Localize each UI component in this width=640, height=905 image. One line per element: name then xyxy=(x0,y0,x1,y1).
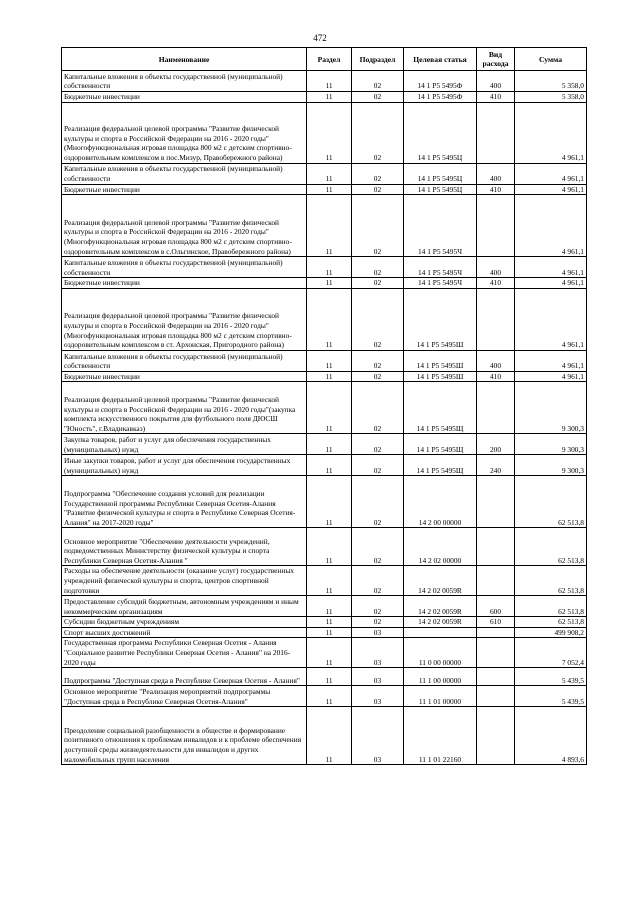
table-row xyxy=(62,627,587,638)
cell-section: 11 xyxy=(307,195,352,257)
cell-name: Реализация федеральной целевой программы "Развитие физической культуры и спорта в Российской Федерации на 2016 - 2020 годы"(закупка комплекта искусственного покрытия для футбольного поля ДЮСШ "Юность", г.Владикавказ) xyxy=(62,382,307,434)
cell-subsection: 02 xyxy=(352,528,404,566)
cell-subsection: 02 xyxy=(352,382,404,434)
cell-target: 14 1 P5 5495Ц xyxy=(404,184,477,195)
cell-expense-type xyxy=(477,638,515,668)
cell-expense-type: 610 xyxy=(477,617,515,628)
cell-name: Реализация федеральной целевой программы "Развитие физической культуры и спорта в Российской Федерации на 2016 - 2020 годы"(Многофункциональная игровая площадка 800 м2 с детским спортивно-оздоровительным комплексом в ст. Архонская, Пригородного района) xyxy=(62,288,307,350)
cell-amount: 4 961,1 xyxy=(515,278,587,289)
cell-expense-type xyxy=(477,195,515,257)
page-number: 472 xyxy=(313,33,327,43)
cell-subsection: 02 xyxy=(352,617,404,628)
cell-amount: 4 961,1 xyxy=(515,163,587,184)
header-target: Целевая статья xyxy=(404,48,477,71)
cell-section: 11 xyxy=(307,92,352,103)
cell-expense-type: 410 xyxy=(477,184,515,195)
cell-subsection: 02 xyxy=(352,163,404,184)
cell-expense-type xyxy=(477,102,515,163)
cell-subsection: 02 xyxy=(352,434,404,455)
cell-target: 14 2 02 00000 xyxy=(404,528,477,566)
header-subsection: Подраздел xyxy=(352,48,404,71)
cell-subsection: 02 xyxy=(352,371,404,382)
cell-section: 11 xyxy=(307,617,352,628)
cell-target: 14 2 00 00000 xyxy=(404,476,477,528)
cell-target: 11 1 00 00000 xyxy=(404,668,477,686)
cell-name: Закупка товаров, работ и услуг для обеспечения государственных (муниципальных) нужд xyxy=(62,434,307,455)
cell-target: 14 2 02 0059R xyxy=(404,596,477,617)
cell-expense-type: 400 xyxy=(477,71,515,92)
cell-section: 11 xyxy=(307,382,352,434)
table-row xyxy=(62,668,587,686)
cell-name: Подпрограмма "Доступная среда в Республике Северная Осетия - Алания" xyxy=(62,668,307,686)
table-body xyxy=(62,71,587,765)
cell-section: 11 xyxy=(307,476,352,528)
cell-subsection: 03 xyxy=(352,638,404,668)
table-row xyxy=(62,566,587,596)
cell-subsection: 03 xyxy=(352,627,404,638)
cell-subsection: 03 xyxy=(352,668,404,686)
cell-name: Иные закупки товаров, работ и услуг для обеспечения государственных (муниципальных) нужд xyxy=(62,455,307,476)
cell-section: 11 xyxy=(307,371,352,382)
cell-subsection: 02 xyxy=(352,566,404,596)
cell-target: 14 2 02 0059R xyxy=(404,566,477,596)
table-row xyxy=(62,528,587,566)
cell-section: 11 xyxy=(307,163,352,184)
cell-expense-type: 410 xyxy=(477,92,515,103)
table-row xyxy=(62,617,587,628)
table-row xyxy=(62,288,587,350)
cell-amount: 5 439,5 xyxy=(515,668,587,686)
table-row xyxy=(62,371,587,382)
cell-expense-type: 410 xyxy=(477,278,515,289)
cell-target: 14 1 P5 5495Щ xyxy=(404,434,477,455)
cell-section: 11 xyxy=(307,350,352,371)
header-section: Раздел xyxy=(307,48,352,71)
cell-name: Реализация федеральной целевой программы "Развитие физической культуры и спорта в Российской Федерации на 2016 - 2020 годы"(Многофункциональная игровая площадка 800 м2 с детским спортивно-оздоровительным комплексом в с.Ольгинское, Правобережного района) xyxy=(62,195,307,257)
cell-name: Реализация федеральной целевой программы "Развитие физической культуры и спорта в Российской Федерации на 2016 - 2020 годы"(Многофункциональная игровая площадка 800 м2 с детским спортивно-оздоровительным комплексом в пос.Мизур, Правобережного района) xyxy=(62,102,307,163)
cell-expense-type xyxy=(477,476,515,528)
cell-name: Субсидии бюджетным учреждениям xyxy=(62,617,307,628)
table-header-row xyxy=(62,48,587,71)
cell-amount: 4 961,1 xyxy=(515,371,587,382)
cell-target: 11 1 01 22160 xyxy=(404,707,477,765)
cell-expense-type xyxy=(477,627,515,638)
cell-name: Подпрограмма "Обеспечение создания условий для реализации Государственной программы Республики Северная Осетия-Алания "Развитие физической культуры и спорта в Республике Северная Осетия-Алания" на 2017-2020 годы" xyxy=(62,476,307,528)
cell-section: 11 xyxy=(307,278,352,289)
cell-expense-type: 400 xyxy=(477,163,515,184)
cell-subsection: 02 xyxy=(352,71,404,92)
table-row xyxy=(62,638,587,668)
table-row xyxy=(62,434,587,455)
table-row xyxy=(62,278,587,289)
cell-amount: 4 893,6 xyxy=(515,707,587,765)
table-row xyxy=(62,102,587,163)
table-row xyxy=(62,476,587,528)
cell-target: 14 1 P5 5495Ш xyxy=(404,288,477,350)
cell-name: Бюджетные инвестиции xyxy=(62,278,307,289)
cell-name: Основное мероприятие "Обеспечение деятельности учреждений, подведомственных Министерству физической культуры и спорта Республики Северная Осетия-Алания " xyxy=(62,528,307,566)
cell-name: Предоставление субсидий бюджетным, автономным учреждениям и иным некоммерческим организациям xyxy=(62,596,307,617)
cell-name: Основное мероприятие "Реализация мероприятий подпрограммы "Доступная среда в Республике Северная Осетия-Алания" xyxy=(62,686,307,707)
cell-amount: 4 961,1 xyxy=(515,257,587,278)
table-row xyxy=(62,257,587,278)
cell-amount: 9 300,3 xyxy=(515,455,587,476)
cell-amount: 4 961,1 xyxy=(515,288,587,350)
cell-subsection: 02 xyxy=(352,288,404,350)
cell-section: 11 xyxy=(307,102,352,163)
cell-section: 11 xyxy=(307,434,352,455)
cell-amount: 62 513,8 xyxy=(515,476,587,528)
cell-section: 11 xyxy=(307,596,352,617)
cell-name: Капитальные вложения в объекты государственной (муниципальной) собственности xyxy=(62,350,307,371)
cell-name: Государственная программа Республики Северная Осетия - Алания "Социальное развитие Республики Северная Осетия - Алания" на 2016-2020 годы xyxy=(62,638,307,668)
cell-target: 14 1 P5 5495Ц xyxy=(404,163,477,184)
cell-name: Капитальные вложения в объекты государственной (муниципальной) собственности xyxy=(62,71,307,92)
header-amount: Сумма xyxy=(515,48,587,71)
cell-subsection: 03 xyxy=(352,707,404,765)
cell-amount: 62 513,8 xyxy=(515,617,587,628)
header-expense-type: Вид расхода xyxy=(477,48,515,71)
table-row xyxy=(62,382,587,434)
cell-section: 11 xyxy=(307,638,352,668)
cell-subsection: 02 xyxy=(352,455,404,476)
table-row xyxy=(62,686,587,707)
cell-expense-type xyxy=(477,288,515,350)
cell-section: 11 xyxy=(307,566,352,596)
cell-name: Расходы на обеспечение деятельности (оказание услуг) государственных учреждений физической культуры и спорта, центров спортивной подготовки xyxy=(62,566,307,596)
cell-expense-type: 600 xyxy=(477,596,515,617)
cell-amount: 9 300,3 xyxy=(515,434,587,455)
cell-name: Бюджетные инвестиции xyxy=(62,184,307,195)
table-row xyxy=(62,707,587,765)
cell-target: 14 1 P5 5495Ч xyxy=(404,195,477,257)
cell-name: Капитальные вложения в объекты государственной (муниципальной) собственности xyxy=(62,163,307,184)
cell-amount: 499 908,2 xyxy=(515,627,587,638)
cell-expense-type xyxy=(477,528,515,566)
cell-expense-type: 400 xyxy=(477,257,515,278)
table-row xyxy=(62,71,587,92)
table-row xyxy=(62,163,587,184)
cell-target: 14 1 P5 5495Ч xyxy=(404,257,477,278)
cell-amount: 4 961,1 xyxy=(515,184,587,195)
cell-subsection: 02 xyxy=(352,476,404,528)
cell-subsection: 02 xyxy=(352,184,404,195)
cell-expense-type xyxy=(477,382,515,434)
cell-amount: 7 052,4 xyxy=(515,638,587,668)
cell-target: 14 1 P5 5495Щ xyxy=(404,382,477,434)
cell-section: 11 xyxy=(307,528,352,566)
table-row xyxy=(62,455,587,476)
cell-section: 11 xyxy=(307,707,352,765)
cell-subsection: 02 xyxy=(352,596,404,617)
cell-subsection: 02 xyxy=(352,278,404,289)
table-row xyxy=(62,92,587,103)
cell-subsection: 02 xyxy=(352,92,404,103)
cell-target: 14 1 P5 5495Щ xyxy=(404,455,477,476)
cell-target: 14 2 02 0059R xyxy=(404,617,477,628)
cell-target: 14 1 P5 5495Ф xyxy=(404,71,477,92)
cell-section: 11 xyxy=(307,257,352,278)
cell-target: 11 1 01 00000 xyxy=(404,686,477,707)
cell-target: 14 1 P5 5495Ш xyxy=(404,371,477,382)
table-row xyxy=(62,195,587,257)
cell-target: 14 1 P5 5495Ц xyxy=(404,102,477,163)
cell-subsection: 02 xyxy=(352,102,404,163)
cell-name: Преодоление социальной разобщенности в обществе и формирование позитивного отношения к проблемам инвалидов и к проблеме обеспечения доступной среды жизнедеятельности для инвалидов и других маломобильных групп населения xyxy=(62,707,307,765)
cell-section: 11 xyxy=(307,686,352,707)
cell-target xyxy=(404,627,477,638)
cell-section: 11 xyxy=(307,288,352,350)
table-row xyxy=(62,350,587,371)
cell-subsection: 02 xyxy=(352,195,404,257)
cell-amount: 5 358,0 xyxy=(515,92,587,103)
cell-expense-type: 240 xyxy=(477,455,515,476)
cell-expense-type xyxy=(477,686,515,707)
cell-amount: 4 961,1 xyxy=(515,350,587,371)
cell-expense-type: 400 xyxy=(477,350,515,371)
cell-subsection: 02 xyxy=(352,350,404,371)
table-row xyxy=(62,184,587,195)
cell-target: 14 1 P5 5495Ч xyxy=(404,278,477,289)
cell-amount: 9 300,3 xyxy=(515,382,587,434)
cell-target: 14 1 P5 5495Ф xyxy=(404,92,477,103)
cell-expense-type: 410 xyxy=(477,371,515,382)
header-name: Наименование xyxy=(62,48,307,71)
cell-target: 11 0 00 00000 xyxy=(404,638,477,668)
cell-target: 14 1 P5 5495Ш xyxy=(404,350,477,371)
cell-expense-type xyxy=(477,566,515,596)
cell-amount: 4 961,1 xyxy=(515,102,587,163)
budget-table xyxy=(61,47,587,765)
cell-amount: 62 513,8 xyxy=(515,566,587,596)
cell-section: 11 xyxy=(307,668,352,686)
cell-expense-type xyxy=(477,668,515,686)
cell-section: 11 xyxy=(307,627,352,638)
cell-subsection: 03 xyxy=(352,686,404,707)
cell-subsection: 02 xyxy=(352,257,404,278)
cell-section: 11 xyxy=(307,71,352,92)
cell-amount: 62 513,8 xyxy=(515,596,587,617)
cell-name: Бюджетные инвестиции xyxy=(62,92,307,103)
cell-section: 11 xyxy=(307,184,352,195)
cell-expense-type: 200 xyxy=(477,434,515,455)
cell-amount: 5 439,5 xyxy=(515,686,587,707)
cell-name: Капитальные вложения в объекты государственной (муниципальной) собственности xyxy=(62,257,307,278)
cell-amount: 5 358,0 xyxy=(515,71,587,92)
cell-expense-type xyxy=(477,707,515,765)
cell-amount: 62 513,8 xyxy=(515,528,587,566)
cell-section: 11 xyxy=(307,455,352,476)
table-row xyxy=(62,596,587,617)
cell-amount: 4 961,1 xyxy=(515,195,587,257)
cell-name: Бюджетные инвестиции xyxy=(62,371,307,382)
cell-name: Спорт высших достижений xyxy=(62,627,307,638)
